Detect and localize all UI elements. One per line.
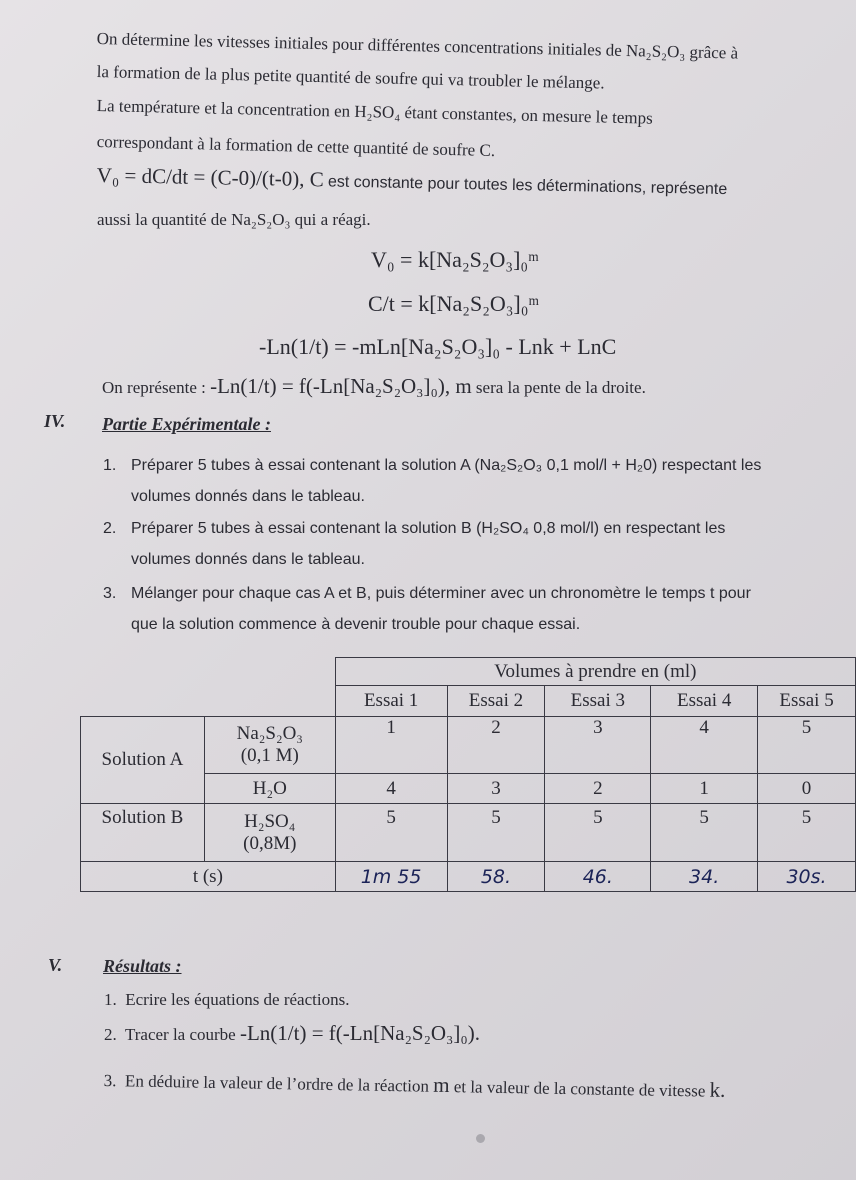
na2s2o3-essai-1: 1 xyxy=(335,717,447,774)
na2s2o3-essai-5: 5 xyxy=(758,717,856,774)
result-3-order-m: m xyxy=(433,1072,450,1098)
na2s2o3-cell xyxy=(204,717,335,774)
equation-2: C/t = k[Na₂S₂O₃]₀ᵐ xyxy=(368,291,540,316)
table-header: Volumes à prendre en (ml) xyxy=(335,658,855,686)
result-3-text: En déduire la valeur de l’ordre de la réaction xyxy=(124,1071,430,1096)
h2so4-essai-2: 5 xyxy=(447,804,545,862)
step-2-line-2: volumes donnés dans le tableau. xyxy=(131,551,365,568)
intro-line-5 xyxy=(97,164,728,201)
step-3-line-1: Mélanger pour chaque cas A et B, puis déterminer avec un chronomètre le temps t pour xyxy=(131,585,751,602)
time-essai-1: 1m 55 xyxy=(335,862,447,892)
result-3 xyxy=(104,1068,726,1103)
na2s2o3-concentration: (0,1 M) xyxy=(240,745,299,766)
essai-3-header: Essai 3 xyxy=(545,686,651,717)
essai-4-header: Essai 4 xyxy=(651,686,758,717)
result-2-text: Tracer la courbe xyxy=(124,1025,236,1044)
step-3-number: 3. xyxy=(103,585,117,602)
representation-line xyxy=(102,375,646,399)
h2o-label: H₂O xyxy=(204,774,335,804)
essai-5-header: Essai 5 xyxy=(758,686,856,717)
step-1-line-2: volumes donnés dans le tableau. xyxy=(131,488,365,505)
equation-3: -Ln(1/t) = -mLn[Na₂S₂O₃]₀ - Lnk + LnC xyxy=(259,334,617,359)
time-essai-3: 46. xyxy=(545,862,651,892)
h2so4-essai-4: 5 xyxy=(651,804,758,862)
h2o-essai-2: 3 xyxy=(447,774,545,804)
result-1-number: 1. xyxy=(104,990,117,1009)
h2so4-essai-1: 5 xyxy=(335,804,447,862)
velocity-formula: V₀ = dC/dt = (C-0)/(t-0), C xyxy=(96,163,324,192)
equation-1: V₀ = k[Na₂S₂O₃]₀ᵐ xyxy=(371,247,539,272)
intro-line-4: correspondant à la formation de cette quantité de soufre C. xyxy=(96,131,496,161)
time-essai-4: 34. xyxy=(651,862,758,892)
section-5-title: Résultats : xyxy=(103,956,182,976)
h2so4-essai-5: 5 xyxy=(758,804,856,862)
h2o-essai-4: 1 xyxy=(651,774,758,804)
paper-mark xyxy=(476,1134,485,1143)
intro-line-6: aussi la quantité de Na₂S₂O₃ qui a réagi. xyxy=(97,210,371,229)
step-1-line-1: Préparer 5 tubes à essai contenant la solution A (Na₂S₂O₃ 0,1 mol/l + H₂0) respectant les xyxy=(131,457,762,474)
velocity-formula-text: est constante pour toutes les déterminations, représente xyxy=(327,173,728,199)
h2so4-cell xyxy=(204,804,335,862)
result-2 xyxy=(104,1022,480,1046)
solution-a-label: Solution A xyxy=(81,717,205,804)
result-1 xyxy=(104,989,349,1011)
result-3-text-2: et la valeur de la constante de vitesse xyxy=(453,1077,706,1101)
volumes-table xyxy=(80,657,856,892)
result-1-text: Ecrire les équations de réactions. xyxy=(125,990,350,1009)
section-4-title: Partie Expérimentale : xyxy=(102,414,271,434)
result-2-formula: -Ln(1/t) = f(-Ln[Na₂S₂O₃]₀). xyxy=(239,1021,480,1045)
h2so4-essai-3: 5 xyxy=(545,804,651,862)
time-label: t (s) xyxy=(81,862,336,892)
na2s2o3-label: Na₂S₂O₃ xyxy=(236,723,303,744)
section-4-number: IV. xyxy=(44,411,66,431)
step-2-line-1: Préparer 5 tubes à essai contenant la solution B (H₂SO₄ 0,8 mol/l) en respectant les xyxy=(131,520,726,537)
intro-line-1: On détermine les vitesses initiales pour différentes concentrations initiales de Na₂S₂O₃ grâce à xyxy=(96,28,739,63)
time-essai-2: 58. xyxy=(447,862,545,892)
essai-2-header: Essai 2 xyxy=(447,686,545,717)
result-2-number: 2. xyxy=(104,1025,117,1044)
representation-prefix: On représente : xyxy=(102,378,206,397)
step-2-number: 2. xyxy=(103,520,117,537)
intro-line-2: la formation de la plus petite quantité de soufre qui va troubler le mélange. xyxy=(96,61,605,93)
na2s2o3-essai-3: 3 xyxy=(545,717,651,774)
h2o-essai-5: 0 xyxy=(758,774,856,804)
section-5-number: V. xyxy=(48,955,63,975)
intro-line-3: La température et la concentration en H₂SO₄ étant constantes, on mesure le temps xyxy=(96,95,653,128)
time-essai-5: 30s. xyxy=(758,862,856,892)
representation-suffix: sera la pente de la droite. xyxy=(475,378,646,397)
essai-1-header: Essai 1 xyxy=(335,686,447,717)
representation-formula: -Ln(1/t) = f(-Ln[Na₂S₂O₃]₀), m xyxy=(210,374,472,398)
h2o-essai-1: 4 xyxy=(335,774,447,804)
step-1-number: 1. xyxy=(103,457,117,474)
solution-b-label: Solution B xyxy=(81,804,205,862)
h2o-essai-3: 2 xyxy=(545,774,651,804)
result-3-number: 3. xyxy=(103,1070,117,1091)
na2s2o3-essai-4: 4 xyxy=(651,717,758,774)
h2so4-concentration: (0,8M) xyxy=(243,832,297,854)
step-3-line-2: que la solution commence à devenir trouble pour chaque essai. xyxy=(131,616,581,633)
h2so4-label: H₂SO₄ xyxy=(244,810,296,832)
result-3-constant-k: k. xyxy=(709,1077,726,1102)
na2s2o3-essai-2: 2 xyxy=(447,717,545,774)
